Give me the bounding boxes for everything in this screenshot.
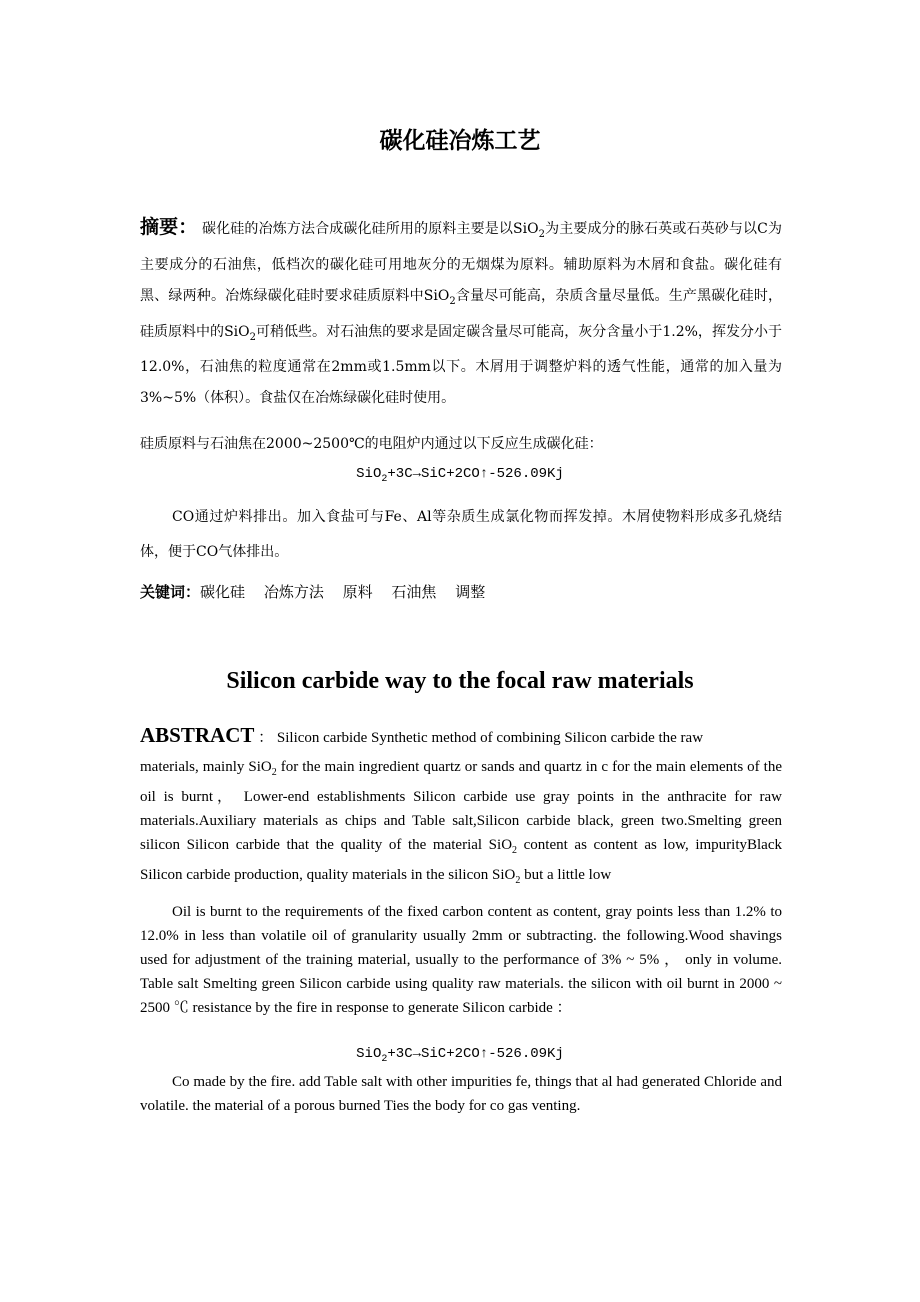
subscript: 2: [512, 845, 518, 856]
formula-right: +3C→SiC+2CO↑-526.09Kj: [387, 1046, 564, 1062]
abstract-text-3: 含量尽可能高，杂质含量尽量低。生产黑碳化硅时，硅质原料中的: [140, 287, 783, 340]
english-abstract-first: Silicon carbide Synthetic method of combining Silicon carbide the raw: [276, 730, 704, 746]
keyword: 调整: [455, 583, 486, 601]
subscript: 2: [249, 331, 256, 343]
abstract-text-1: 碳化硅的冶炼方法合成碳化硅所用的原料主要是以: [202, 221, 514, 237]
sio2-text: SiO: [423, 287, 450, 304]
subscript: 2: [271, 767, 277, 778]
chinese-title: 碳化硅冶炼工艺: [379, 128, 541, 154]
keywords-line: [140, 580, 782, 604]
english-abstract-label: ABSTRACT: [140, 723, 255, 747]
abstract-text-2: 为主要成分的脉石英或石英砂与以C为主要成分的石油焦，低档次的碳化硅可用地灰分的无烟煤为原料。辅助原料为木屑和食盐。碳化硅有黑、绿两种。冶炼绿碳化硅时要求硅质原料中: [140, 221, 782, 304]
keyword: 碳化硅: [200, 583, 246, 601]
abstract-text-4: 可稍低些。对石油焦的要求是固定碳含量尽可能高，灰分含量小于1.2%，挥发分小于12.0%，石油焦的粒度通常在2mm或1.5mm以下。木屑用于调整炉料的透气性能，通常的加入量为3%~5%（体积）。食盐仅在冶炼绿碳化硅时使用。: [140, 323, 782, 407]
reaction-intro: 硅质原料与石油焦在2000~2500℃的电阻炉内通过以下反应生成碳化硅：: [140, 436, 603, 452]
formula-left: SiO: [356, 1046, 382, 1062]
english-abstract-b: for the main ingredient quartz or sands and quartz in c for the main elements of the oil is burnt， Lower-end establishments Silicon carbide use gray points in the anthracite for raw materials.Auxiliary materials as chips and Table salt,Silicon carbide black, green two.Smelting green silicon Silicon carbide that the quality of the material SiO: [140, 759, 782, 853]
keyword: 原料: [342, 583, 373, 601]
english-abstract-a: materials, mainly SiO: [140, 759, 272, 775]
english-abstract-c: content as content as low, impurityBlack Silicon carbide production, quality materials in the silicon SiO: [140, 837, 782, 883]
keyword: 石油焦: [391, 583, 437, 601]
chinese-co-paragraph: CO通过炉料排出。加入食盐可与Fe、Al等杂质生成氯化物而挥发掉。木屑使物料形成多孔烧结体，便于CO气体排出。: [140, 509, 782, 560]
chinese-abstract-label: 摘要：: [140, 216, 198, 238]
english-title: Silicon carbide way to the focal raw materials: [226, 668, 694, 694]
subscript: 2: [515, 875, 521, 886]
subscript: 2: [538, 228, 545, 240]
sio2-text: SiO: [224, 323, 250, 340]
english-oil-paragraph: Oil is burnt to the requirements of the fixed carbon content as content, gray points less than 1.2% to 12.0% in less than volatile oil of granularity usually 2mm or subtracting. the following.Wood shavings used for adjustment of the training material, usually to the performance of 3% ~ 5% ， only in volume. Table salt Smelting green Silicon carbide using quality raw materials. the silicon with oil burnt in 2000 ~ 2500 ℃ resistance by the fire in response to generate Silicon carbide ：: [140, 904, 782, 1016]
subscript: 2: [381, 1053, 388, 1065]
subscript: 2: [449, 295, 456, 307]
chemical-formula: [0, 466, 920, 485]
chemical-formula-english: [0, 1046, 920, 1065]
sio2-text: SiO: [513, 221, 539, 237]
keyword: 冶炼方法: [263, 583, 324, 601]
english-abstract: [140, 718, 782, 893]
abstract-colon: ：: [258, 730, 274, 746]
formula-left: SiO: [356, 466, 382, 482]
subscript: 2: [381, 473, 388, 485]
english-abstract-first-line: [140, 723, 704, 747]
english-co-paragraph: Co made by the fire. add Table salt with other impurities fe, things that al had generated Chloride and volatile. the material of a porous burned Ties the body for co gas venting.: [140, 1074, 782, 1114]
formula-right: +3C→SiC+2CO↑-526.09Kj: [387, 466, 564, 482]
english-abstract-d: but a little low: [520, 867, 612, 883]
keywords-label: 关键词：: [140, 583, 201, 601]
chinese-abstract: [140, 212, 782, 414]
